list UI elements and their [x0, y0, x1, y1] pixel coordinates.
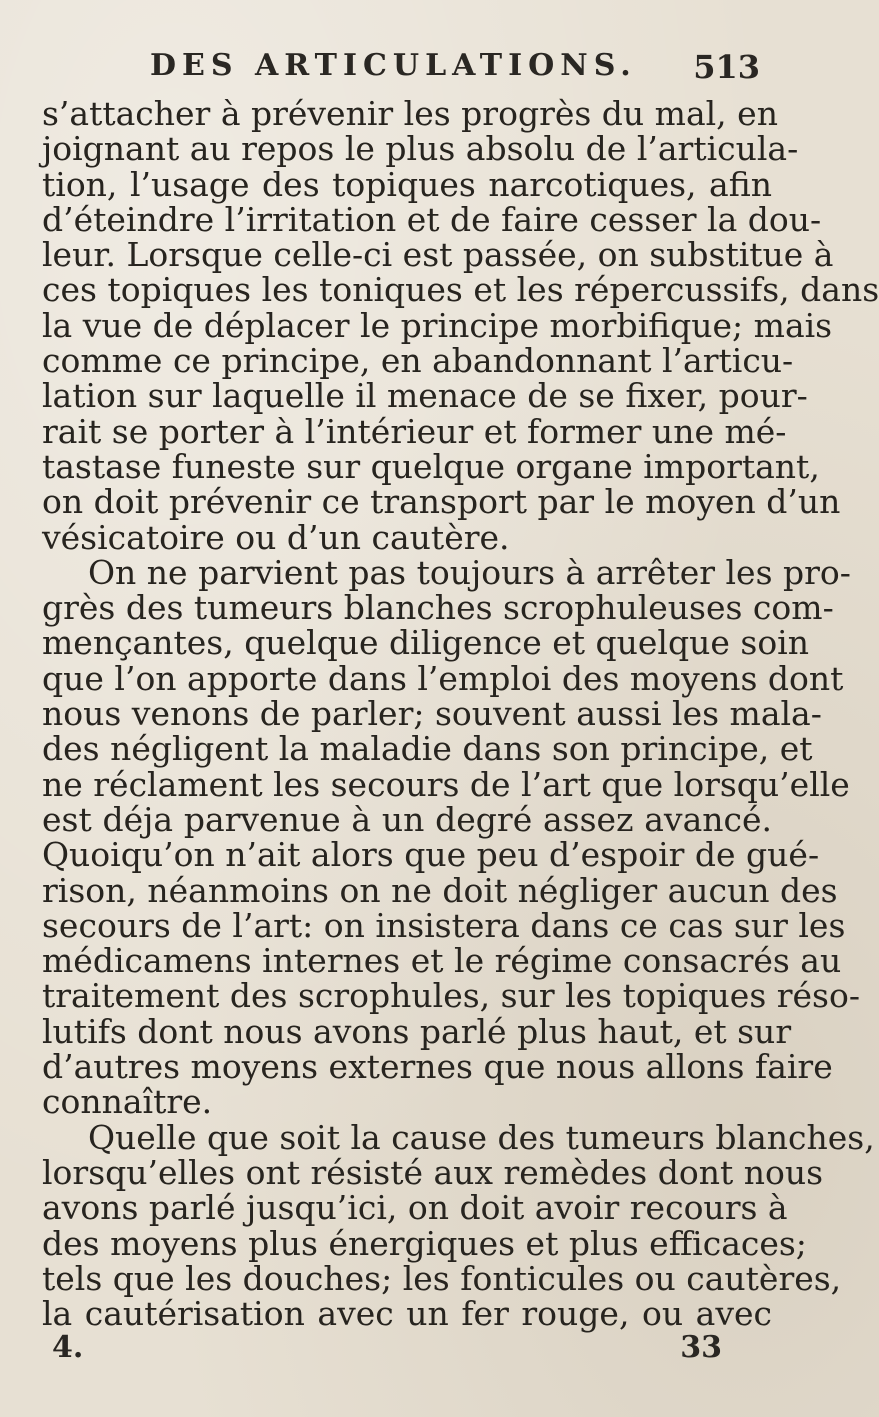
text-line: rait se porter à l’intérieur et former une mé- [42, 411, 787, 451]
text-line: d’autres moyens externes que nous allons faire [42, 1047, 833, 1087]
text-line: nous venons de parler; souvent aussi les mala- [42, 694, 822, 734]
text-line: joignant au repos le plus absolu de l’articula- [42, 129, 799, 169]
text-line: Quelle que soit la cause des tumeurs blanches, [88, 1117, 875, 1157]
text-line: connaître. [42, 1082, 213, 1122]
text-line: secours de l’art: on insistera dans ce cas sur les [42, 905, 846, 945]
text-line: rison, néanmoins on ne doit négliger aucun des [42, 870, 838, 910]
page-footer [52, 1330, 752, 1370]
page-number: 513 [693, 48, 760, 86]
text-line: grès des tumeurs blanches scrophuleuses com- [42, 588, 834, 628]
text-line: s’attacher à prévenir les progrès du mal, en [42, 94, 778, 133]
text-line: vésicatoire ou d’un cautère. [42, 517, 510, 557]
text-line: tels que les douches; les fonticules ou cautères, [42, 1258, 842, 1298]
text-line: tastase funeste sur quelque organe important, [42, 446, 820, 486]
text-line: ces topiques les toniques et les répercussifs, dans [42, 270, 879, 310]
text-line: la vue de déplacer le principe morbifique; mais [42, 305, 833, 345]
text-line: ne réclament les secours de l’art que lorsqu’elle [42, 764, 850, 804]
text-line: leur. Lorsque celle-ci est passée, on substitue à [42, 235, 834, 275]
text-line: est déja parvenue à un degré assez avancé. [42, 799, 772, 839]
text-line: la cautérisation avec un fer rouge, ou avec [42, 1294, 772, 1334]
text-line: des moyens plus énergiques et plus efficaces; [42, 1223, 807, 1263]
text-line: avons parlé jusqu’ici, on doit avoir recours à [42, 1188, 788, 1228]
text-line: traitement des scrophules, sur les topiques réso- [42, 976, 861, 1016]
text-line: d’éteindre l’irritation et de faire cesser la dou- [42, 199, 822, 239]
text-line: on doit prévenir ce transport par le moyen d’un [42, 482, 841, 522]
text-line: mençantes, quelque diligence et quelque soin [42, 623, 809, 663]
text-line: lation sur laquelle il menace de se fixer, pour- [42, 376, 808, 416]
signature-mark: 4. [52, 1330, 84, 1365]
text-line: comme ce principe, en abandonnant l’articu- [42, 341, 794, 381]
body-text [42, 94, 879, 1334]
text-line: médicamens internes et le régime consacrés au [42, 941, 842, 981]
running-head [70, 48, 760, 88]
sheet-number: 33 [680, 1330, 722, 1365]
running-title: DES ARTICULATIONS. [150, 48, 637, 83]
text-line: On ne parvient pas toujours à arrêter les pro- [88, 552, 851, 592]
text-line: lorsqu’elles ont résisté aux remèdes dont nous [42, 1152, 824, 1192]
text-line: Quoiqu’on n’ait alors que peu d’espoir de gué- [42, 835, 820, 875]
text-line: que l’on apporte dans l’emploi des moyens dont [42, 658, 844, 698]
text-line: lutifs dont nous avons parlé plus haut, et sur [42, 1011, 792, 1051]
text-line: tion, l’usage des topiques narcotiques, afin [42, 164, 772, 204]
text-line: des négligent la maladie dans son principe, et [42, 729, 813, 769]
